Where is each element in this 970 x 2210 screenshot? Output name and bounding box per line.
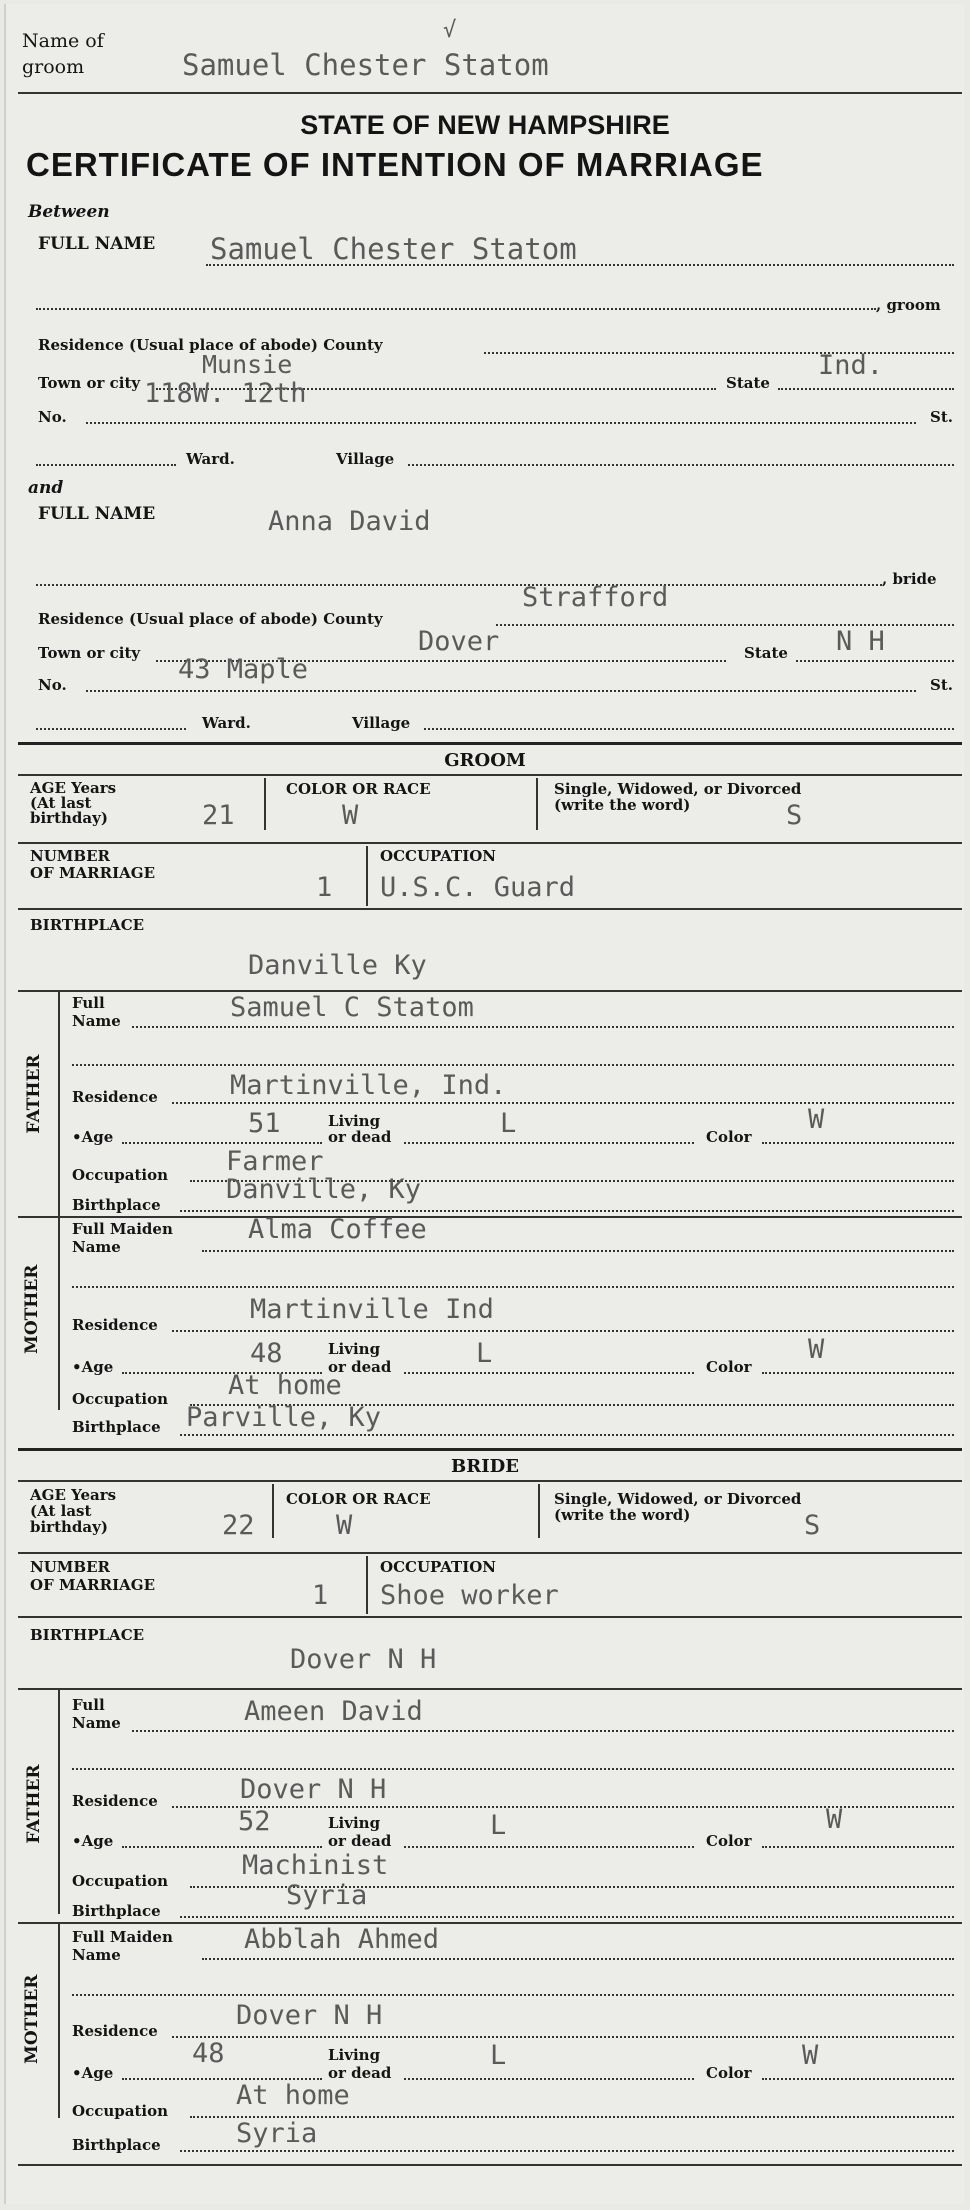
groom-number-value: 1: [316, 872, 333, 903]
groom-mother-side-label: MOTHER: [22, 1264, 42, 1354]
groom-father-living-value: L: [500, 1108, 517, 1139]
groom-father-name-label: Name: [72, 1012, 121, 1030]
groom-section-title: GROOM: [444, 750, 526, 771]
groom-marital-value: S: [786, 800, 803, 831]
bride-ward-label: Ward.: [202, 714, 251, 732]
bride-age-value: 22: [222, 1510, 255, 1541]
groom-mother-name-label: Name: [72, 1238, 121, 1256]
groom-father-age-value: 51: [248, 1108, 281, 1139]
groom-mother-living-value: L: [476, 1338, 493, 1369]
bride-mother-name-value: Abblah Ahmed: [244, 1924, 440, 1955]
groom-mother-residence-value: Martinville Ind: [250, 1294, 494, 1325]
check-mark-icon: √: [443, 18, 457, 43]
groom-birthplace-label: BIRTHPLACE: [30, 916, 145, 934]
groom-number-label: NUMBER: [30, 847, 110, 865]
groom-father-age-label: •Age: [72, 1128, 114, 1146]
certificate-page: Name of groom Samuel Chester Statom √ STATE OF NEW HAMPSHIRE CERTIFICATE OF INTENTION OF MARRIAGE Between FULL NAME Samuel Chester Statom , groom Residence (Usual place of abode) County Town or city Munsie State Ind. No. 118W. 12th St. Ward. Village and FULL NAME Anna David , bride Residence (Usual place of abode) County Strafford Town or city Dover State N H No. 43 Maple St. Ward. Village GROOM AGE Years (At last birthday) 21 COLOR OR RACE W Single, Widowed, or Divorced (write the word) S NUMBER OF MARRIAGE 1 OCCUPATION U.S.C. Guard BIRTHPLACE Danville Ky FATHER Full Name Samuel C Statom Residence Martinville, Ind. •Age 51 Living or dead L Color W Occupation Farmer Birthplace Danville, Ky MOTHER Full Maiden Name Alma Coffee Residence Martinville Ind •Age 48 Living or dead L Color W Occupation At home Birthplace Parville, Ky BRIDE AGE Years (At last birthday) 22 COLOR OR RACE W Single, Widowed, or Divorced (write the word) S NUMBER OF MARRIAGE 1 OCCUPATION Shoe worker BIRTHPLACE Dover N H FATHER Full Name Ameen David Residence Dover N H •Age 52 Living or dead L Color W Occupation Machinist Birthplace Syria MOTHER Full Maiden Name Abblah Ahmed Residence Dover N H •Age 48 Living or dead L Color W Occupation At home Birthplace Syria: [4, 4, 964, 2204]
bride-father-residence-value: Dover N H: [240, 1774, 387, 1805]
groom-mother-age-label: •Age: [72, 1358, 114, 1376]
bride-town-label: Town or city: [38, 644, 141, 662]
bride-section-title: BRIDE: [451, 1456, 519, 1477]
groom-full-name-value: Samuel Chester Statom: [210, 232, 577, 266]
bride-mother-age-label: •Age: [72, 2064, 114, 2082]
groom-father-birthplace-value: Danville, Ky: [226, 1174, 422, 1205]
bride-mother-age-value: 48: [192, 2038, 225, 2069]
bride-full-name-label: FULL NAME: [38, 504, 156, 524]
groom-occupation-value: U.S.C. Guard: [380, 872, 576, 903]
bride-number-value: 1: [312, 1580, 329, 1611]
bride-age-label: AGE Years: [30, 1486, 117, 1504]
bride-father-living-value: L: [490, 1810, 507, 1841]
groom-father-residence-value: Martinville, Ind.: [230, 1070, 507, 1101]
bride-mother-color-label: Color: [706, 2064, 752, 2082]
groom-father-color-label: Color: [706, 1128, 752, 1146]
bride-father-occupation-value: Machinist: [242, 1850, 389, 1881]
groom-father-color-value: W: [808, 1104, 825, 1135]
bride-father-age-label: •Age: [72, 1832, 114, 1850]
between-label: Between: [28, 202, 110, 222]
bride-mother-occupation-label: Occupation: [72, 2102, 168, 2120]
bride-father-living-label: or dead: [328, 1832, 392, 1850]
bride-occupation-label: OCCUPATION: [380, 1558, 496, 1576]
bride-town-value: Dover: [418, 626, 500, 657]
bride-mother-residence-value: Dover N H: [236, 2000, 383, 2031]
bride-birthplace-label: BIRTHPLACE: [30, 1626, 145, 1644]
bride-number-label: NUMBER: [30, 1558, 110, 1576]
groom-street-value: 118W. 12th: [144, 378, 307, 409]
groom-town-label: Town or city: [38, 374, 141, 392]
groom-occupation-label: OCCUPATION: [380, 847, 496, 865]
groom-mother-occupation-label: Occupation: [72, 1390, 168, 1408]
bride-state-label: State: [744, 644, 788, 662]
groom-age-label: AGE Years: [30, 779, 117, 797]
bride-color-label: COLOR OR RACE: [286, 1490, 431, 1508]
bride-village-label: Village: [352, 714, 411, 732]
groom-father-birthplace-label: Birthplace: [72, 1196, 161, 1214]
groom-mother-name-value: Alma Coffee: [248, 1214, 427, 1245]
groom-mother-age-value: 48: [250, 1338, 283, 1369]
groom-ward-label: Ward.: [186, 450, 235, 468]
bride-mother-living-label: or dead: [328, 2064, 392, 2082]
bride-father-occupation-label: Occupation: [72, 1872, 168, 1890]
groom-father-occupation-value: Farmer: [226, 1146, 324, 1177]
bride-mother-name-label: Name: [72, 1946, 121, 1964]
groom-mother-birthplace-value: Parville, Ky: [186, 1402, 382, 1433]
bride-county-value: Strafford: [522, 582, 669, 613]
groom-no-label: No.: [38, 408, 67, 426]
groom-color-value: W: [342, 800, 359, 831]
groom-color-label: COLOR OR RACE: [286, 780, 431, 798]
groom-mother-occupation-value: At home: [228, 1370, 342, 1401]
bride-father-birthplace-label: Birthplace: [72, 1902, 161, 1920]
bride-color-value: W: [336, 1510, 353, 1541]
bride-father-color-value: W: [826, 1804, 843, 1835]
bride-father-name-label: Name: [72, 1714, 121, 1732]
bride-street-value: 43 Maple: [178, 654, 309, 685]
groom-suffix-label: , groom: [876, 296, 941, 314]
bride-mother-birthplace-label: Birthplace: [72, 2136, 161, 2154]
state-heading: STATE OF NEW HAMPSHIRE: [300, 110, 670, 140]
bride-mother-living-value: L: [490, 2040, 507, 2071]
and-label: and: [28, 478, 64, 498]
bride-state-value: N H: [836, 626, 885, 657]
groom-age-value: 21: [202, 800, 235, 831]
groom-mother-birthplace-label: Birthplace: [72, 1418, 161, 1436]
groom-town-value: Munsie: [202, 350, 293, 379]
bride-mother-occupation-value: At home: [236, 2080, 350, 2111]
bride-st-label: St.: [930, 676, 953, 694]
groom-father-name-value: Samuel C Statom: [230, 992, 474, 1023]
bride-occupation-value: Shoe worker: [380, 1580, 559, 1611]
groom-father-living-label: or dead: [328, 1128, 392, 1146]
bride-birthplace-value: Dover N H: [290, 1644, 437, 1675]
groom-father-residence-label: Residence: [72, 1088, 158, 1106]
groom-father-side-label: FATHER: [24, 1054, 44, 1134]
groom-mother-color-label: Color: [706, 1358, 752, 1376]
bride-mother-side-label: MOTHER: [22, 1974, 42, 2064]
groom-word-label: groom: [22, 56, 85, 78]
groom-residence-county-label: Residence (Usual place of abode) County: [38, 336, 383, 354]
bride-no-label: No.: [38, 676, 67, 694]
bride-marital-value: S: [804, 1510, 821, 1541]
header-groom-name: Samuel Chester Statom: [182, 48, 549, 82]
bride-mother-color-value: W: [802, 2040, 819, 2071]
bride-father-residence-label: Residence: [72, 1792, 158, 1810]
groom-father-occupation-label: Occupation: [72, 1166, 168, 1184]
bride-father-birthplace-value: Syria: [286, 1880, 368, 1911]
groom-full-name-label: FULL NAME: [38, 234, 156, 254]
groom-mother-color-value: W: [808, 1334, 825, 1365]
header-divider: [18, 92, 962, 94]
bride-mother-residence-label: Residence: [72, 2022, 158, 2040]
groom-st-label: St.: [930, 408, 953, 426]
groom-birthplace-value: Danville Ky: [248, 950, 427, 981]
bride-father-name-value: Ameen David: [244, 1696, 423, 1727]
bride-mother-birthplace-value: Syria: [236, 2118, 318, 2149]
bride-father-side-label: FATHER: [24, 1764, 44, 1844]
groom-state-value: Ind.: [818, 350, 884, 381]
bride-father-age-value: 52: [238, 1806, 271, 1837]
groom-marital-label: Single, Widowed, or Divorced: [554, 780, 802, 798]
bride-marital-label: Single, Widowed, or Divorced: [554, 1490, 802, 1508]
bride-residence-county-label: Residence (Usual place of abode) County: [38, 610, 383, 628]
groom-state-label: State: [726, 374, 770, 392]
bride-suffix-label: , bride: [882, 570, 937, 588]
certificate-title: CERTIFICATE OF INTENTION OF MARRIAGE: [26, 146, 764, 183]
groom-village-label: Village: [336, 450, 395, 468]
groom-mother-residence-label: Residence: [72, 1316, 158, 1334]
name-of-label: Name of: [22, 30, 104, 52]
bride-full-name-value: Anna David: [268, 506, 431, 537]
bride-father-color-label: Color: [706, 1832, 752, 1850]
groom-mother-living-label: or dead: [328, 1358, 392, 1376]
